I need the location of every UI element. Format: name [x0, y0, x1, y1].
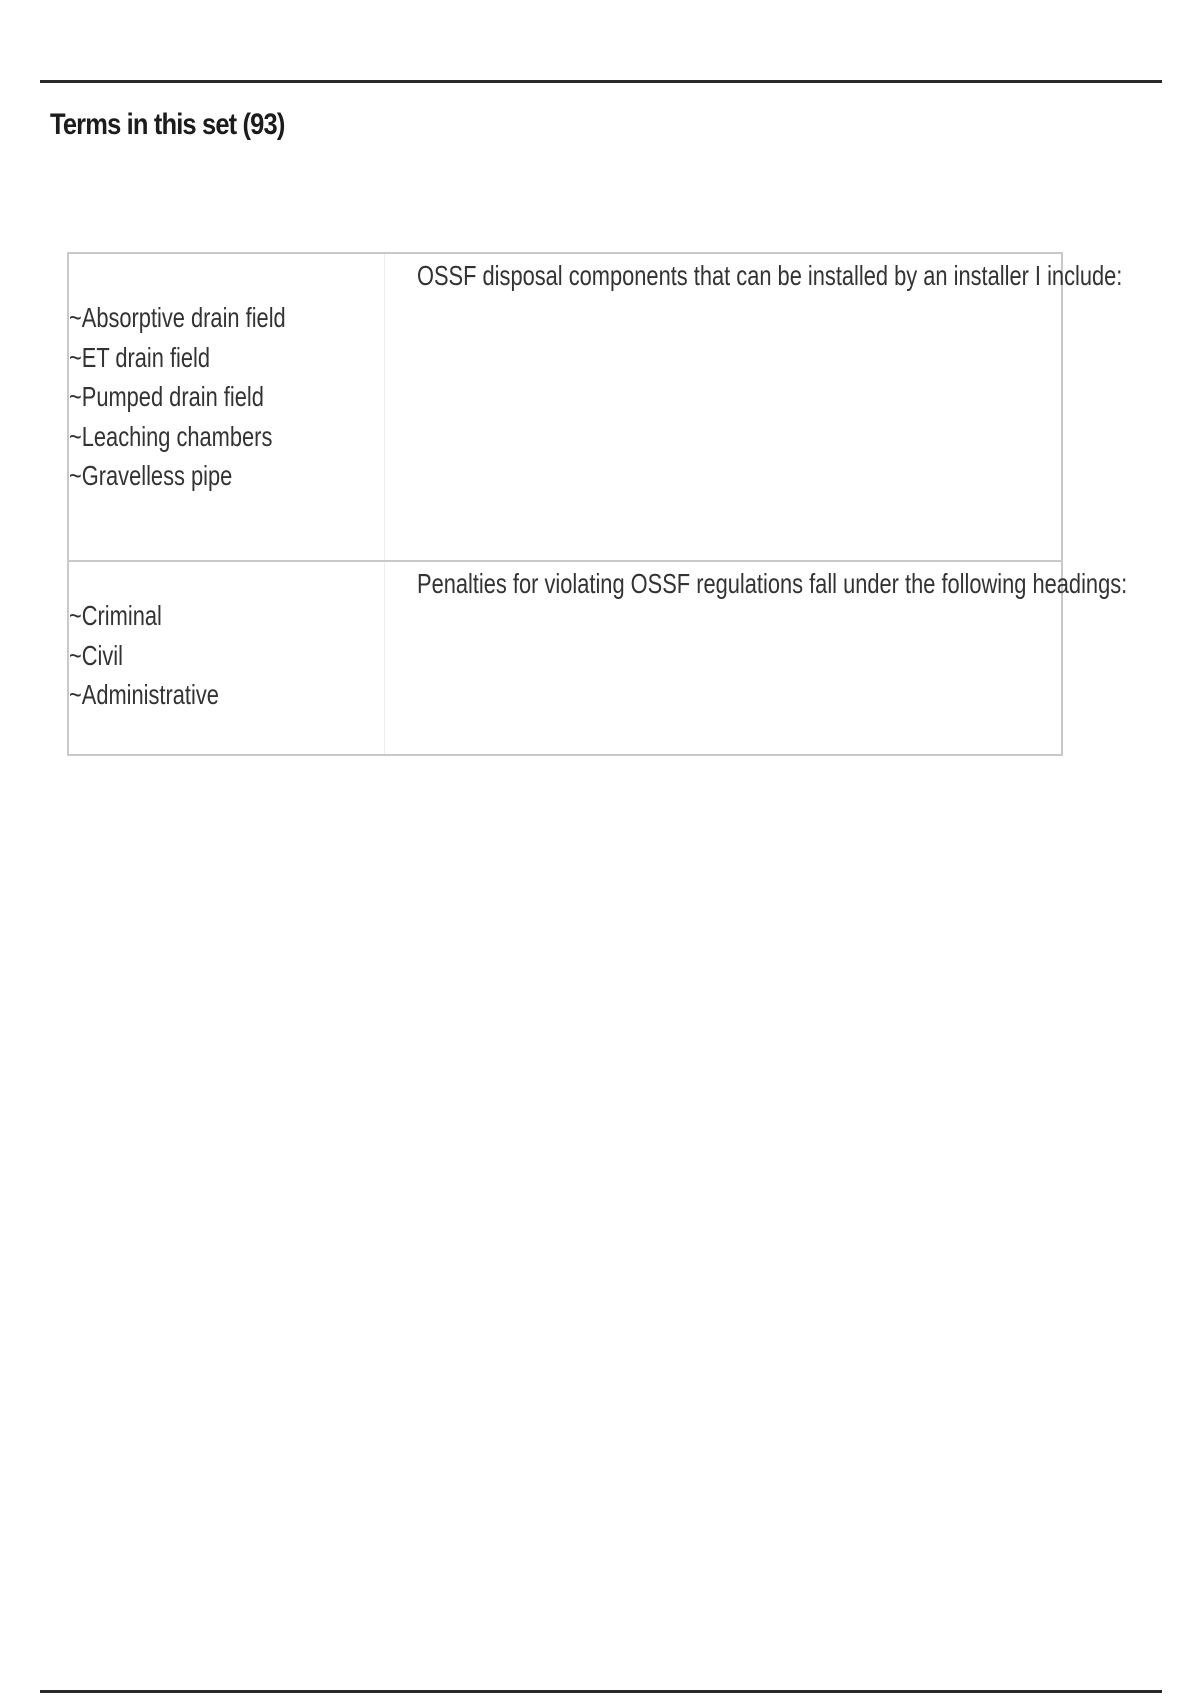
term-card	[69, 254, 1123, 562]
set-title: Terms in this set (93)	[50, 108, 285, 141]
term-line: ~Absorptive drain field	[69, 302, 286, 333]
bottom-divider	[40, 1690, 1162, 1693]
term-line: ~Leaching chambers	[69, 420, 273, 452]
term-card	[69, 562, 1128, 754]
term-line: ~Civil	[69, 639, 124, 671]
term-line: ~ET drain field	[69, 341, 211, 373]
term-cell	[69, 254, 385, 560]
term-list	[69, 596, 219, 715]
definition-text: Penalties for violating OSSF regulations fall under the following headings:	[417, 568, 1128, 599]
definition-cell	[385, 254, 1123, 560]
term-line: ~Pumped drain field	[69, 381, 264, 412]
definition-cell	[385, 562, 1128, 754]
definition-text: OSSF disposal components that can be installed by an installer I include:	[417, 260, 1123, 291]
term-list	[69, 298, 286, 496]
term-line: ~Administrative	[69, 679, 219, 710]
terms-table	[67, 252, 1128, 756]
top-divider	[40, 80, 1162, 83]
term-line: ~Gravelless pipe	[69, 460, 233, 491]
term-line: ~Criminal	[69, 600, 162, 631]
term-cell	[69, 562, 385, 754]
